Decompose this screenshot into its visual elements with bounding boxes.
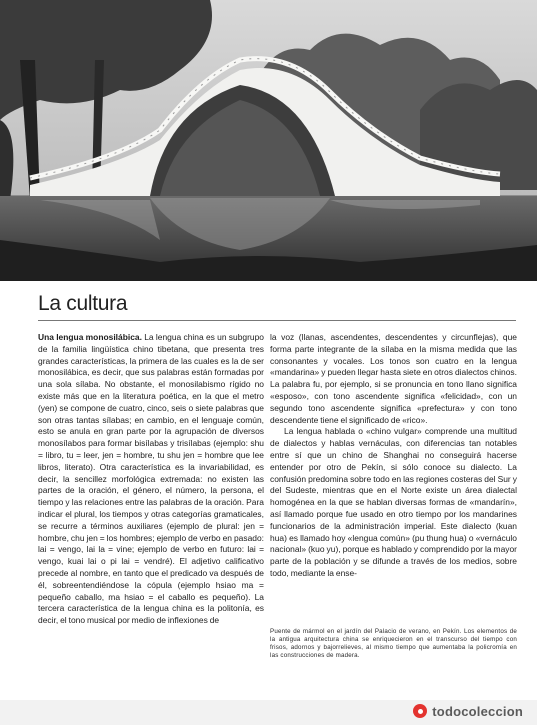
bridge-photo-drawing xyxy=(0,0,537,281)
lead-phrase: Una lengua monosilábica. xyxy=(38,332,142,342)
section-heading: La cultura xyxy=(38,292,128,315)
left-paragraph xyxy=(38,332,264,627)
left-text-column xyxy=(38,332,264,627)
right-paragraph-2: La lengua hablada o «chino vulgar» comprende una multitud de dialectos y hablas vernáculas, con diferencias tan notables entre sí que un chino de Shanghai no conseguirá hacerse entender por otro de Pekín, si sólo conoce su dialecto. La confusión predomina sobre todo en las regiones costeras del Sur y del Sudeste, mientras que en el Norte existe un área dialectal homogénea en la que se hablan diversas formas de «mandarín», así llamado porque fue usado en otro tiempo por los mandarines funcionarios de la administración imperial. Este dialecto (kuan hua) es llamado hoy «lengua común» (pu thung hua) o «vernáculo nacional» (kuo yu), porque es hablado y comprendido por la mayor parte de la población y se difunde a través de los medios, sobre todo, mediante la ense- xyxy=(270,426,517,578)
heading-rule xyxy=(38,320,516,321)
watermark-text: todocoleccion xyxy=(432,703,523,719)
photo-caption: Puente de mármol en el jardín del Palacio de verano, en Pekín. Los elementos de la antigua arquitectura china se enriquecieron en el transcurso del tiempo con frisos, adornos y bajorrelieves, al mismo tiempo que aumentaba la policromía en las construcciones de madera. xyxy=(270,628,517,659)
left-paragraph-text: La lengua china es un subgrupo de la familia lingüística chino tibetana, que presenta tres grandes características, la primera de las cuales es la de ser monosilábica, es decir, que sus palabras están formadas por una sola sílaba. No obstante, el monosilabismo rígido no existe más que en la literatura poética, en la que el metro (yen) se compone de cuatro, cinco, seis o siete palabras que son otras tantas sílabas; en cambio, en el lenguaje común, esto se anula en gran parte por la agrupación de diversos monosílabos para formar bisílabas y trisílabas (ejemplo: shu = libro, tu = leer, jen = hombre, tu shu jen = hombre que lee libros, literato). Otra característica es la invariabilidad, es decir, la sencillez morfológica extremada: no existen las partes de la oración, el género, el número, la persona, el tiempo y las relaciones entre las palabras de la oración. Para indicar el plural, los tiempos y otras categorías gramaticales, se recurre a términos auxiliares (ejemplo de plural: jen = hombre, chu jen = los hombres; ejemplo de verbo en pasado: lai = vengo, lai la = vine; ejemplo de verbo en futuro: lai = vengo, kuai lai o pi lai = vendré). El adjetivo calificativo precede al nombre, en tanto que el predicado va después de él, sobreentendiéndose la cópula (ejemplo hsiao ma = pequeño caballo, ma hsiao = el caballo es pequeño). La tercera característica de la lengua china es la politonía, es decir, el tono musical por medio de inflexiones de xyxy=(38,332,264,626)
todocoleccion-logo-icon xyxy=(413,704,427,718)
watermark-logo xyxy=(413,700,523,722)
bridge-photo xyxy=(0,0,537,281)
right-paragraph-1: la voz (llanas, ascendentes, descendentes y circunflejas), que forma parte integrante de la sílaba en la misma medida que las consonantes y vocales. Los tonos son cuatro en la lengua «mandarina» y pueden llegar hasta siete en otros dialectos chinos. La palabra fu, por ejemplo, si se pronuncia en tono llano significa «esposo», con tono ascendente significa «felicidad», con un segundo tono ascendente significa «prefectura» y con tono descendente tiene el significado de «rico». xyxy=(270,332,517,425)
right-text-column xyxy=(270,332,517,580)
